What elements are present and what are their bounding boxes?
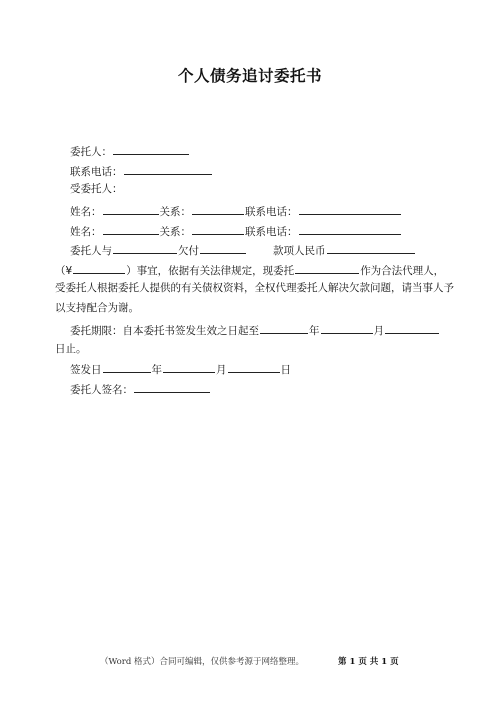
clause1-p5: ）事宜，依据有关法律规定，现委托 bbox=[126, 265, 295, 277]
sign-date-p1: 签发日 bbox=[70, 364, 102, 376]
sign-year: 年 bbox=[151, 364, 162, 376]
principal-line bbox=[70, 143, 190, 159]
name-label: 姓名： bbox=[70, 206, 102, 218]
contact-label: 联系电话： bbox=[245, 206, 298, 218]
debtor-blank bbox=[113, 242, 177, 254]
footer-page-number: 第 1 页 共 1 页 bbox=[338, 657, 399, 667]
name-blank bbox=[103, 223, 159, 235]
footer-note: （Word 格式）合同可编辑，仅供参考源于网络整理。 bbox=[100, 657, 304, 667]
relation-label: 关系： bbox=[159, 226, 191, 238]
clause1-p7: 受委托人根据委托人提供的有关债权资料，全权代理委托人解决欠款问题，请当事人予以支持配合为谢。 bbox=[55, 282, 454, 314]
term-day-blank bbox=[385, 322, 439, 334]
agent-row-2 bbox=[70, 223, 402, 239]
clause1-p6: 作为合法代理人， bbox=[360, 265, 445, 277]
phone-label: 联系电话： bbox=[70, 166, 123, 178]
sign-day: 日 bbox=[280, 364, 291, 376]
term-p1: 委托期限：自本委托书签发生效之日起至 bbox=[70, 325, 259, 337]
term-year: 年 bbox=[309, 325, 320, 337]
signature-blank bbox=[134, 381, 210, 393]
sign-month-blank bbox=[163, 361, 215, 373]
relation-blank bbox=[192, 223, 244, 235]
agent-label: 受委托人： bbox=[70, 183, 123, 195]
relation-label: 关系： bbox=[159, 206, 191, 218]
term-line bbox=[70, 322, 440, 338]
name-label: 姓名： bbox=[70, 226, 102, 238]
contact-label: 联系电话： bbox=[245, 226, 298, 238]
document-title: 个人债务追讨委托书 bbox=[177, 67, 322, 85]
clause1-p3: 款项人民币 bbox=[273, 245, 326, 257]
relation-blank bbox=[192, 203, 244, 215]
agent-name-blank bbox=[295, 262, 359, 274]
clause1-line1 bbox=[70, 242, 416, 258]
term-month-blank bbox=[321, 322, 373, 334]
phone-blank bbox=[124, 163, 212, 175]
term-year-blank bbox=[260, 322, 308, 334]
sign-date-line bbox=[70, 361, 291, 377]
agent-row-1 bbox=[70, 203, 402, 219]
sign-day-blank bbox=[228, 361, 280, 373]
signature-label: 委托人签名： bbox=[70, 384, 133, 396]
contact-blank bbox=[299, 203, 401, 215]
sign-month: 月 bbox=[216, 364, 227, 376]
yen-blank bbox=[73, 262, 125, 274]
signature-line bbox=[70, 381, 211, 397]
amount-blank bbox=[327, 242, 415, 254]
clause1-p2: 欠付 bbox=[178, 245, 199, 257]
sign-year-blank bbox=[103, 361, 151, 373]
clause1-p1: 委托人与 bbox=[70, 245, 112, 257]
name-blank bbox=[103, 203, 159, 215]
clause1-line2 bbox=[55, 262, 444, 278]
clause1-p4: （¥ bbox=[55, 265, 73, 277]
principal-label: 委托人： bbox=[70, 146, 112, 158]
contact-blank bbox=[299, 223, 401, 235]
phone-line bbox=[70, 163, 213, 179]
term-end: 日止。 bbox=[55, 343, 87, 355]
principal-blank bbox=[113, 143, 189, 155]
term-month: 月 bbox=[373, 325, 384, 337]
owed-blank bbox=[200, 242, 246, 254]
